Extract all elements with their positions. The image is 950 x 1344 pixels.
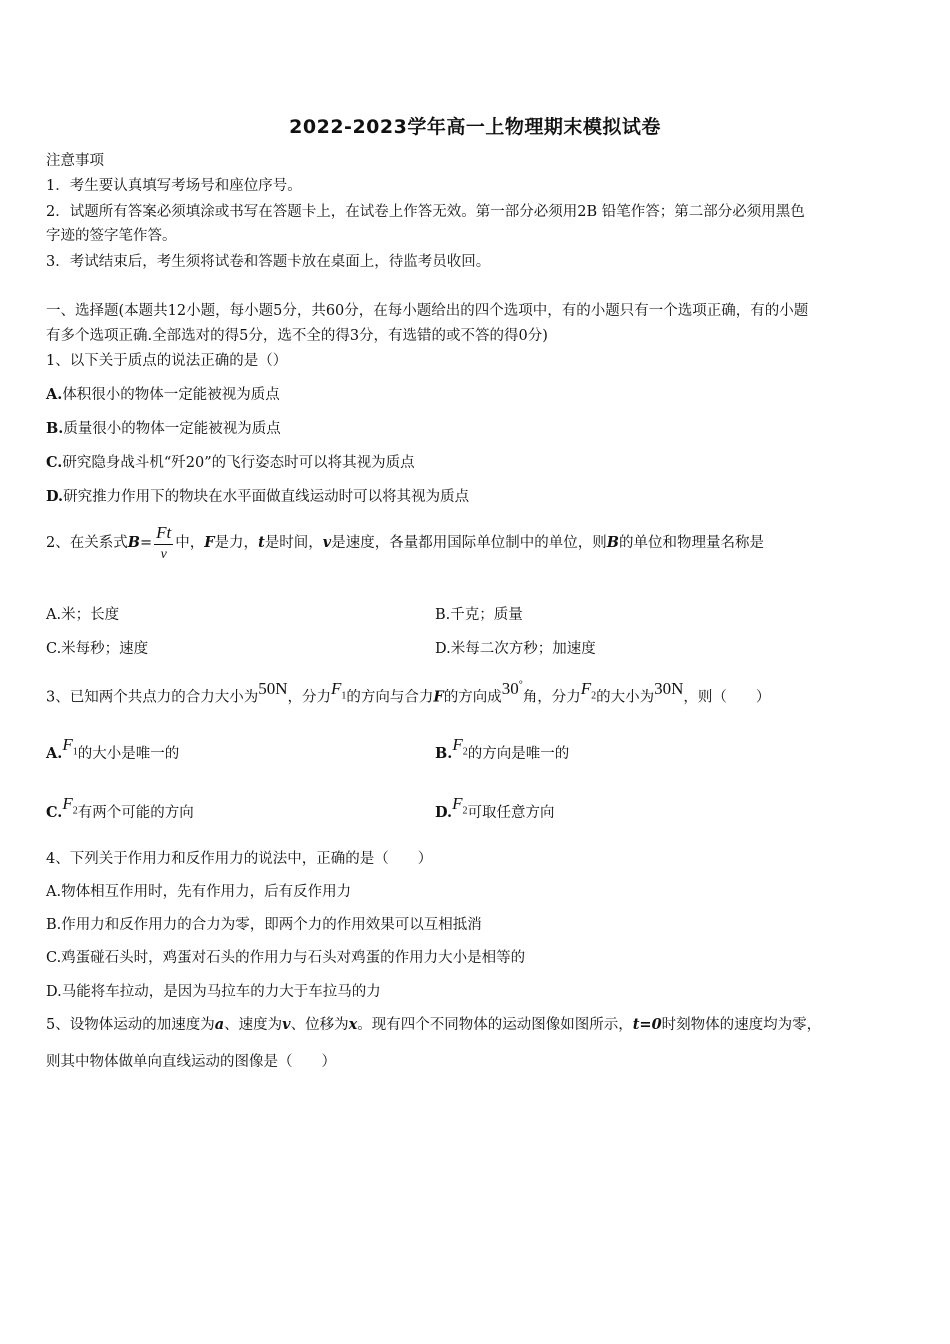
variable-v: v [282,1016,291,1033]
question-3-option-d [435,794,555,829]
text-run: 是力， [214,535,259,551]
question-2-option-d: D.米每二次方秒；加速度 [435,641,596,657]
question-2-option-c: C.米每秒；速度 [46,641,149,657]
text-run: 3、已知两个共点力的合力大小为 [46,689,259,706]
subscript: 2 [462,805,468,817]
text-run: 、位移为 [290,1017,349,1033]
text-run: 2、在关系式 [46,535,128,551]
question-1-option-c [46,453,415,473]
option-label: C. [46,454,63,471]
question-3-option-b [435,735,570,770]
text-run: 是时间， [264,535,323,551]
variable-b: B [606,534,619,551]
force-f2 [580,678,597,702]
option-label: D. [435,804,453,821]
force-letter: F [62,794,73,813]
subscript: 2 [591,690,597,702]
subscript: 2 [462,746,468,758]
text-run: 角，分力 [522,689,581,706]
notice-item: 字迹的签字笔作答。 [46,228,177,244]
text-run: 的方向成 [443,689,502,706]
question-4-option-d: D.马能将车拉动，是因为马拉车的力大于车拉马的力 [46,984,381,1000]
text-run: ，则（ ） [683,689,771,706]
question-3-option-a [46,735,180,770]
option-label: D. [46,488,64,505]
question-5-stem [46,1015,821,1035]
text-run: 是速度，各量都用国际单位制中的单位，则 [331,535,607,551]
question-1-option-d [46,487,469,507]
force-letter: F [62,735,73,754]
force-symbol: F [580,678,592,698]
question-2-option-a: A.米；长度 [46,607,120,623]
fraction-denominator: v [160,546,167,562]
equals-sign: = [140,535,153,551]
fraction-numerator: Ft [154,522,173,545]
question-1-option-b [46,419,281,439]
question-4-option-c: C.鸡蛋碰石头时，鸡蛋对石头的作用力与石头对鸡蛋的作用力大小是相等的 [46,950,526,966]
question-2-stem [46,520,764,566]
option-label: B. [435,745,453,762]
text-run: 的单位和物理量名称是 [618,535,764,551]
variable-b: B [127,534,140,551]
question-5-stem-line2: 则其中物体做单向直线运动的图像是（ ） [46,1054,336,1070]
force-letter: F [452,794,463,813]
force-symbol [62,735,78,758]
question-1-option-a [46,385,280,405]
variable-a: a [214,1016,225,1033]
question-4-stem: 4、下列关于作用力和反作用力的说法中，正确的是（ ） [46,851,433,867]
text-run: 。现有四个不同物体的运动图像如图所示， [357,1017,633,1033]
text-run: ，分力 [287,689,332,706]
option-text: 有两个可能的方向 [77,805,194,821]
time-zero: t=0 [632,1016,662,1033]
force-f1 [331,678,347,702]
option-label: A. [46,745,63,762]
text-run: 的方向与合力 [346,689,434,706]
page-title: 2022-2023学年高一上物理期末模拟试卷 [289,116,661,138]
variable-f: F [204,534,215,551]
text-run: 5、设物体运动的加速度为 [46,1017,215,1033]
section-intro: 有多个选项正确.全部选对的得5分，选不全的得3分，有选错的或不答的得0分) [46,328,548,344]
option-text: 研究隐身战斗机“歼20”的飞行姿态时可以将其视为质点 [62,455,415,471]
section-intro: 一、选择题(本题共12小题，每小题5分，共60分，在每小题给出的四个选项中，有的小题只有一个选项正确，有的小题 [46,303,809,319]
option-text: 体积很小的物体一定能被视为质点 [62,387,280,403]
fraction [154,522,173,565]
variable-v: v [322,534,332,551]
option-text: 的大小是唯一的 [77,746,180,762]
question-4-option-a: A.物体相互作用时，先有作用力，后有反作用力 [46,884,352,900]
question-4-option-b: B.作用力和反作用力的合力为零，即两个力的作用效果可以互相抵消 [46,917,482,933]
force-value: 50N [258,678,288,698]
option-text: 的方向是唯一的 [467,746,570,762]
option-label: A. [46,386,63,403]
degree-sign: ° [518,679,523,690]
option-text: 研究推力作用下的物块在水平面做直线运动时可以将其视为质点 [63,489,470,505]
variable-f: F [433,688,444,706]
text-run: 的大小为 [596,689,655,706]
force-symbol [452,735,468,758]
text-run: 中， [175,535,205,551]
force-symbol [452,794,468,817]
option-label: C. [46,804,63,821]
question-3-option-c [46,794,194,829]
force-letter: F [452,735,463,754]
subscript: 1 [341,690,347,702]
angle-number: 30 [501,678,519,698]
notice-item: 3．考试结束后，考生须将试卷和答题卡放在桌面上，待监考员收回。 [46,254,491,270]
subscript: 1 [72,746,78,758]
variable-x: x [348,1016,358,1033]
option-text: 质量很小的物体一定能被视为质点 [63,421,281,437]
notice-item: 1．考生要认真填写考场号和座位序号。 [46,178,302,194]
question-2-option-b: B.千克；质量 [435,607,523,623]
force-value: 30N [654,678,684,698]
angle-value [502,679,523,698]
text-run: 时刻物体的速度均为零， [661,1017,822,1033]
text-run: 、速度为 [224,1017,283,1033]
force-symbol: F [331,678,342,698]
question-1-stem: 1、以下关于质点的说法正确的是（） [46,353,288,369]
notice-heading: 注意事项 [46,153,104,169]
force-symbol [62,794,78,817]
variable-t: t [258,534,265,551]
subscript: 2 [72,805,78,817]
option-label: B. [46,420,64,437]
notice-item: 2．试题所有答案必须填涂或书写在答题卡上，在试卷上作答无效。第一部分必须用2B 铅笔作答；第二部分必须用黑色 [46,204,805,220]
option-text: 可取任意方向 [467,805,555,821]
question-3-stem [46,678,771,714]
